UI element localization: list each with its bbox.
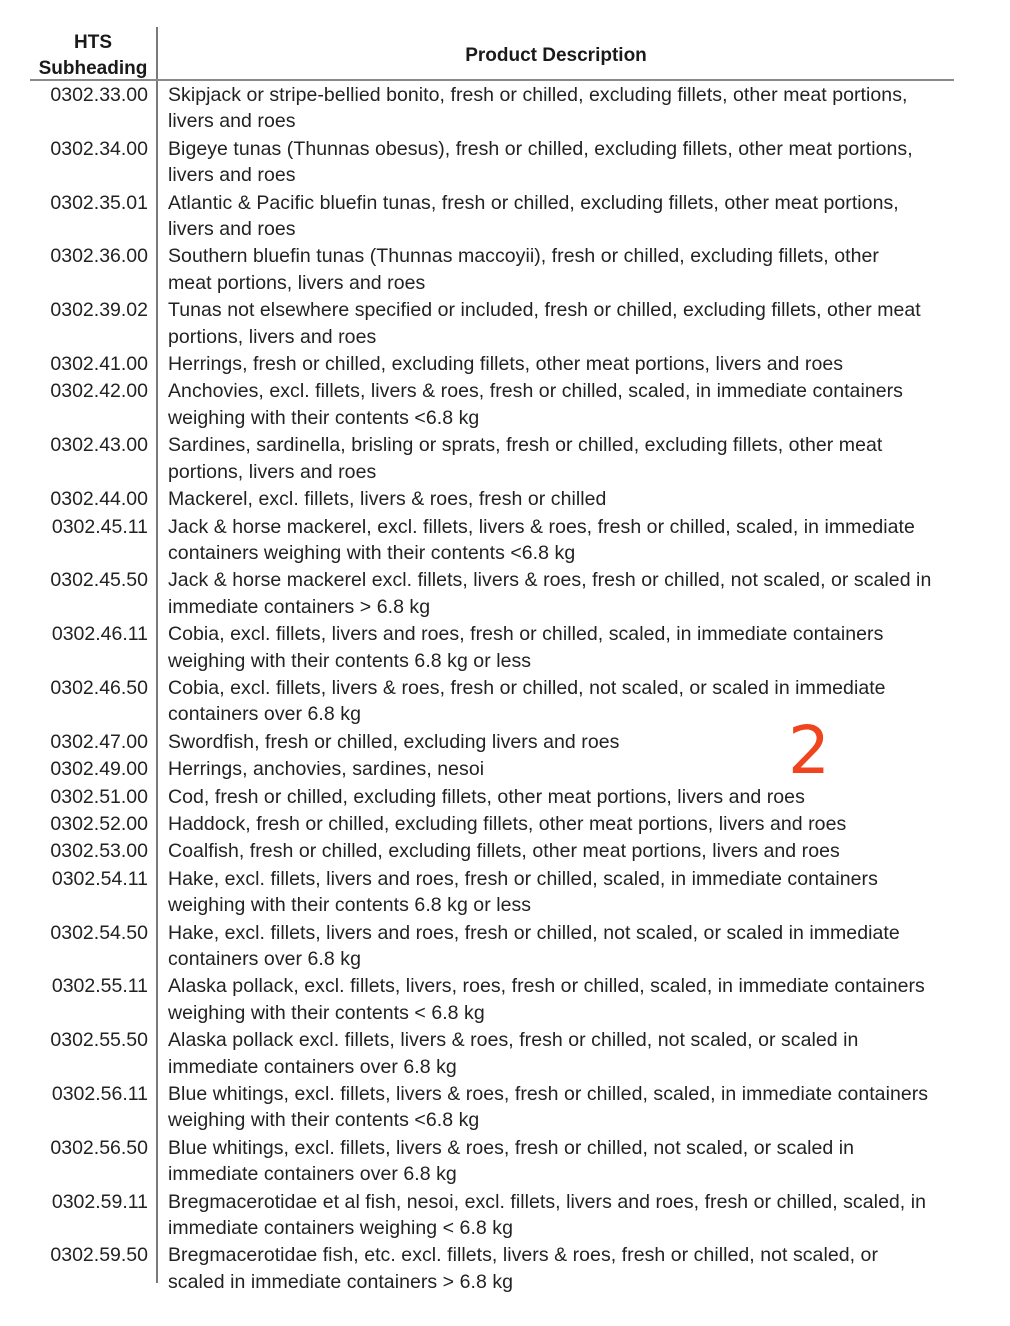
hts-code: 0302.56.11 <box>51 1083 148 1106</box>
table-body <box>0 81 1010 1295</box>
table-row <box>0 1188 1010 1242</box>
product-description <box>168 755 958 782</box>
description-line: immediate containers > 6.8 kg <box>168 595 431 618</box>
description-line: Alaska pollack, excl. fillets, livers, roes, fresh or chilled, scaled, in immediate containers <box>168 975 925 998</box>
table-row <box>0 242 1010 296</box>
product-description <box>168 1188 958 1242</box>
table-row <box>0 783 1010 810</box>
header-product-description: Product Description <box>465 45 647 66</box>
product-description <box>168 810 958 837</box>
description-line: Herrings, anchovies, sardines, nesoi <box>168 758 485 781</box>
description-line: Blue whitings, excl. fillets, livers & roes, fresh or chilled, not scaled, or scaled in <box>168 1136 855 1159</box>
product-description <box>168 242 958 296</box>
product-description <box>168 972 958 1026</box>
description-line: scaled in immediate containers > 6.8 kg <box>168 1270 514 1293</box>
hts-code: 0302.51.00 <box>50 785 148 808</box>
product-description <box>168 1026 958 1080</box>
description-line: portions, livers and roes <box>168 325 377 348</box>
description-line: Anchovies, excl. fillets, livers & roes, fresh or chilled, scaled, in immediate containers <box>168 380 903 403</box>
hts-code: 0302.54.50 <box>50 921 148 944</box>
table-row <box>0 566 1010 620</box>
product-description <box>168 81 958 135</box>
hts-code: 0302.45.50 <box>50 569 148 592</box>
description-line: Swordfish, fresh or chilled, excluding livers and roes <box>168 730 620 753</box>
table-row <box>0 377 1010 431</box>
description-line: immediate containers weighing < 6.8 kg <box>168 1217 513 1240</box>
page-number-annotation: 2 <box>788 712 830 789</box>
product-description <box>168 620 958 674</box>
product-description <box>168 135 958 189</box>
hts-code: 0302.34.00 <box>50 137 148 160</box>
description-line: immediate containers over 6.8 kg <box>168 1163 457 1186</box>
description-line: containers over 6.8 kg <box>168 948 361 970</box>
description-line: livers and roes <box>168 110 296 133</box>
hts-code: 0302.42.00 <box>50 380 148 403</box>
table-row <box>0 1080 1010 1134</box>
hts-code: 0302.55.11 <box>51 975 148 998</box>
hts-code: 0302.49.00 <box>50 758 148 781</box>
hts-code: 0302.56.50 <box>50 1136 148 1159</box>
table-row <box>0 485 1010 512</box>
product-description <box>168 837 958 864</box>
description-line: portions, livers and roes <box>168 460 377 483</box>
product-description <box>168 919 958 973</box>
hts-code: 0302.39.02 <box>50 299 148 322</box>
table-row <box>0 620 1010 674</box>
hts-code: 0302.46.50 <box>50 676 148 699</box>
description-line: Sardines, sardinella, brisling or sprats, fresh or chilled, excluding fillets, other meat <box>168 434 883 457</box>
hts-code: 0302.35.01 <box>50 191 148 214</box>
description-line: livers and roes <box>168 218 296 241</box>
description-line: Haddock, fresh or chilled, excluding fillets, other meat portions, livers and roes <box>168 812 847 835</box>
description-line: Bregmacerotidae et al fish, nesoi, excl. fillets, livers and roes, fresh or chilled, scaled, in <box>168 1190 927 1213</box>
description-line: Jack & horse mackerel excl. fillets, livers & roes, fresh or chilled, not scaled, or scaled in <box>168 569 932 592</box>
hts-code: 0302.55.50 <box>50 1029 148 1052</box>
product-description <box>168 566 958 620</box>
table-row <box>0 837 1010 864</box>
description-line: weighing with their contents 6.8 kg or less <box>168 894 532 917</box>
table-row <box>0 189 1010 243</box>
header-hts-line2: Subheading <box>38 58 148 79</box>
hts-code: 0302.44.00 <box>50 488 148 511</box>
table-row <box>0 728 1010 755</box>
hts-code: 0302.43.00 <box>50 434 148 457</box>
product-description <box>168 1080 958 1134</box>
table-row <box>0 1134 1010 1188</box>
description-line: containers over 6.8 kg <box>168 703 361 726</box>
description-line: weighing with their contents <6.8 kg <box>168 1109 480 1132</box>
description-line: containers weighing with their contents <6.8 kg <box>168 541 576 564</box>
description-line: weighing with their contents <6.8 kg <box>168 406 480 429</box>
description-line: Atlantic & Pacific bluefin tunas, fresh or chilled, excluding fillets, other meat portions, <box>168 191 899 214</box>
table-row <box>0 1026 1010 1080</box>
description-line: Bregmacerotidae fish, etc. excl. fillets, livers & roes, fresh or chilled, not scaled, or <box>168 1244 878 1267</box>
table-row <box>0 1241 1010 1295</box>
hts-code: 0302.33.00 <box>50 84 148 106</box>
hts-code: 0302.59.50 <box>50 1244 148 1267</box>
product-description <box>168 865 958 919</box>
table-row <box>0 135 1010 189</box>
hts-code: 0302.45.11 <box>51 515 148 538</box>
hts-code: 0302.41.00 <box>50 353 148 376</box>
product-description <box>168 189 958 243</box>
table-row <box>0 296 1010 350</box>
description-line: meat portions, livers and roes <box>168 271 426 294</box>
table-row <box>0 431 1010 485</box>
description-line: Alaska pollack excl. fillets, livers & roes, fresh or chilled, not scaled, or scaled in <box>168 1029 859 1052</box>
description-line: Cobia, excl. fillets, livers and roes, fresh or chilled, scaled, in immediate containers <box>168 623 884 646</box>
header-hts-line1: HTS <box>74 32 112 53</box>
table-row <box>0 513 1010 567</box>
product-description <box>168 674 958 728</box>
description-line: Hake, excl. fillets, livers and roes, fresh or chilled, not scaled, or scaled in immediate <box>168 921 900 944</box>
table-row <box>0 674 1010 728</box>
product-description <box>168 1241 958 1295</box>
hts-code: 0302.47.00 <box>50 730 148 753</box>
product-description <box>168 377 958 431</box>
product-description <box>168 431 958 485</box>
description-line: Bigeye tunas (Thunnas obesus), fresh or chilled, excluding fillets, other meat portions, <box>168 137 913 160</box>
hts-code: 0302.36.00 <box>50 245 148 268</box>
product-description <box>168 728 958 755</box>
description-line: Blue whitings, excl. fillets, livers & roes, fresh or chilled, scaled, in immediate containers <box>168 1083 929 1106</box>
header-hts-subheading <box>30 30 156 82</box>
description-line: weighing with their contents < 6.8 kg <box>168 1001 485 1024</box>
description-line: Skipjack or stripe-bellied bonito, fresh or chilled, excluding fillets, other meat portions, <box>168 84 908 106</box>
description-line: Tunas not elsewhere specified or included, fresh or chilled, excluding fillets, other meat <box>168 299 921 322</box>
table-row <box>0 865 1010 919</box>
description-line: Jack & horse mackerel, excl. fillets, livers & roes, fresh or chilled, scaled, in immediate <box>168 515 915 538</box>
table-row <box>0 919 1010 973</box>
description-line: Cobia, excl. fillets, livers & roes, fresh or chilled, not scaled, or scaled in immediate <box>168 676 886 699</box>
hts-code: 0302.53.00 <box>50 840 148 863</box>
table-row <box>0 755 1010 782</box>
table-row <box>0 350 1010 377</box>
product-description <box>168 296 958 350</box>
table-row <box>0 972 1010 1026</box>
description-line: Southern bluefin tunas (Thunnas maccoyii), fresh or chilled, excluding fillets, other <box>168 245 879 268</box>
description-line: Hake, excl. fillets, livers and roes, fresh or chilled, scaled, in immediate containers <box>168 867 878 890</box>
description-line: Coalfish, fresh or chilled, excluding fillets, other meat portions, livers and roes <box>168 840 840 863</box>
table-row <box>0 81 1010 135</box>
hts-code: 0302.52.00 <box>50 812 148 835</box>
product-description <box>168 485 958 512</box>
description-line: Cod, fresh or chilled, excluding fillets, other meat portions, livers and roes <box>168 785 805 808</box>
hts-code: 0302.59.11 <box>51 1190 148 1213</box>
product-description <box>168 1134 958 1188</box>
product-description <box>168 350 958 377</box>
table-row <box>0 810 1010 837</box>
description-line: livers and roes <box>168 164 296 187</box>
description-line: Mackerel, excl. fillets, livers & roes, fresh or chilled <box>168 488 607 511</box>
description-line: immediate containers over 6.8 kg <box>168 1055 457 1078</box>
description-line: weighing with their contents 6.8 kg or less <box>168 649 532 672</box>
product-description <box>168 783 958 810</box>
product-description <box>168 513 958 567</box>
description-line: Herrings, fresh or chilled, excluding fillets, other meat portions, livers and roes <box>168 353 844 376</box>
hts-code: 0302.46.11 <box>51 623 148 646</box>
hts-code: 0302.54.11 <box>51 867 148 890</box>
